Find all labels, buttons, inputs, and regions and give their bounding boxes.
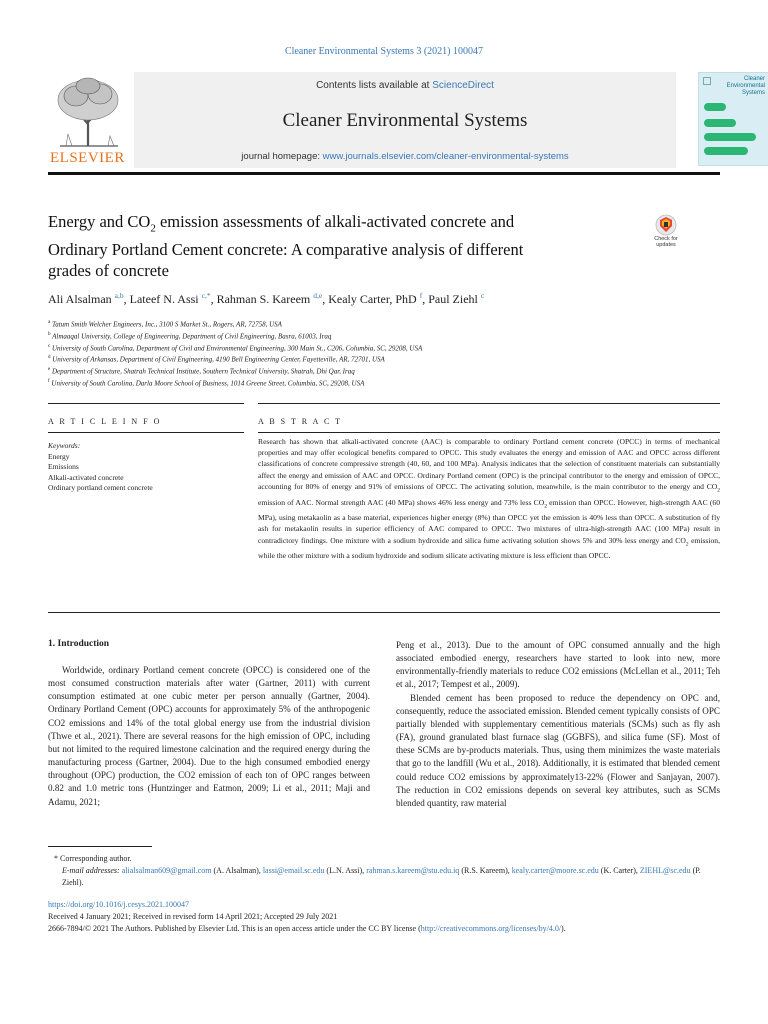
- header-divider: [48, 172, 720, 175]
- cover-bar: [704, 147, 748, 155]
- license-statement: 2666-7894/© 2021 The Authors. Published by Elsevier Ltd. This is an open access article under the CC BY license (http://creativecommons.org/licenses/by/4.0/).: [48, 924, 566, 933]
- affiliation: $^e$ Department of Structure, Shatrah Technical Institute, Southern Technical University, Shatrah, Dhi Qar, Iraq: [48, 367, 355, 376]
- doi-link[interactable]: https://doi.org/10.1016/j.cesys.2021.100047: [48, 900, 189, 909]
- cover-logo-icon: [703, 77, 711, 85]
- corresponding-author: * Corresponding author.: [54, 854, 132, 863]
- email-link[interactable]: lassi@email.sc.edu: [262, 866, 325, 875]
- author[interactable]: Rahman S. Kareem $^{d,e}$: [216, 291, 323, 306]
- keywords-label: Keywords:: [48, 441, 81, 450]
- intro-paragraph: Peng et al., 2013). Due to the amount of OPC consumed annually and the high associated embodied energy, researchers have started to look into new, more environmentally-friendly materials to reduce CO2 emissions (McLellan et al., 2011; Teh et al., 2017; Tempest et al., 2009).: [396, 640, 720, 690]
- intro-right-column: [396, 639, 720, 810]
- journal-title: Cleaner Environmental Systems: [282, 110, 528, 131]
- article-info-rule-2: [48, 432, 244, 433]
- author[interactable]: Paul Ziehl $^c$: [428, 291, 485, 306]
- journal-cover-thumbnail[interactable]: [698, 72, 768, 166]
- journal-header: [48, 72, 765, 172]
- abstract-rule: [258, 403, 720, 404]
- article-footer: [48, 899, 720, 935]
- check-for-updates-button[interactable]: [646, 214, 686, 258]
- keywords-block: [48, 441, 248, 494]
- email-link[interactable]: alialsalman609@gmail.com: [121, 866, 212, 875]
- sciencedirect-link[interactable]: ScienceDirect: [432, 80, 494, 91]
- keyword: Ordinary portland cement concrete: [48, 483, 153, 493]
- abstract-heading: A B S T R A C T: [258, 417, 343, 426]
- journal-banner: [134, 72, 676, 168]
- footnotes: [48, 853, 720, 889]
- keyword: Alkali-activated concrete: [48, 472, 124, 482]
- section-heading-introduction: 1. Introduction: [48, 639, 110, 649]
- cover-bar: [704, 119, 736, 127]
- article-title: Energy and $CO_2$ emission assessments of alkali-activated concrete and Ordinary Portland Cement concrete: A comparative analysis of different grades of concrete: [48, 212, 524, 281]
- affiliation: $^c$ University of South Carolina, Department of Civil and Environmental Engineering, 300 Main St., C206, Columbia, SC, 29208, USA: [48, 343, 423, 352]
- received-dates: Received 4 January 2021; Received in revised form 14 April 2021; Accepted 29 July 2021: [48, 912, 338, 921]
- elsevier-tree-icon: [48, 72, 132, 148]
- journal-reference-link[interactable]: Cleaner Environmental Systems 3 (2021) 100047: [284, 46, 484, 57]
- elsevier-wordmark: ELSEVIER: [50, 150, 125, 166]
- email-link[interactable]: kealy.carter@moore.sc.edu: [511, 866, 599, 875]
- check-updates-label: Check for updates: [654, 236, 678, 248]
- affiliation: $^a$ Tatum Smith Welcher Engineers, Inc., 3100 S Market St., Rogers, AR, 72758, USA: [48, 320, 282, 329]
- email-link[interactable]: rahman.s.kareem@stu.edu.iq: [366, 866, 460, 875]
- journal-homepage: journal homepage: www.journals.elsevier.com/cleaner-environmental-systems: [241, 151, 569, 162]
- affiliation: $^f$ University of South Carolina, Darla Moore School of Business, 1014 Greene Street, Columbia, SC, 29208, USA: [48, 379, 365, 388]
- cover-title: Cleaner Environmental Systems: [726, 76, 765, 96]
- footnote-rule: [48, 846, 152, 847]
- article-info-heading: A R T I C L E I N F O: [48, 417, 162, 426]
- intro-left-column: Worldwide, ordinary Portland cement concrete (OPCC) is considered one of the most consumed construction materials after water (Gartner, 2011) with current consumption estimated at one cubic meter per person annually (Gartner, 2004). Ordinary Portland Cement (OPC) accounts for approximately 5% of the anthropogenic CO2 emissions and 14% of the total global energy use from the industrial division (Thwe et al., 2021). There are several reasons for the high emission of OPC, including but not limited to the required limestone calcination and the required energy during the manufacturing process (Gartner, 2004). Due to the high consumed embodied energy throughout (OPC) production, the CO2 emission of each ton of OPC ranges between 0.82 and 1.0 metric tons (Huntzinger and Eatmon, 2009; Li et al., 2011; Maji and Adamu, 2021;: [48, 665, 370, 807]
- abstract-rule-2: [258, 432, 720, 433]
- keyword: Emissions: [48, 462, 79, 472]
- contents-available: Contents lists available at ScienceDirect: [316, 80, 494, 91]
- keyword: Energy: [48, 451, 70, 461]
- elsevier-logo[interactable]: [48, 72, 132, 168]
- abstract-end-rule: [48, 612, 720, 613]
- email-addresses: E-mail addresses: alialsalman609@gmail.com (A. Alsalman), lassi@email.sc.edu (L.N. Assi), rahman.s.kareem@stu.edu.iq (R.S. Kareem), kealy.carter@moore.sc.edu (K. Carter), ZIEHL@sc.edu (P. Ziehl).: [62, 866, 701, 887]
- author[interactable]: Ali Alsalman $^{a,b}$: [48, 291, 124, 306]
- author[interactable]: Kealy Carter, PhD $^f$: [328, 291, 423, 306]
- affiliation: $^d$ University of Arkansas, Department of Civil Engineering, 4190 Bell Engineering Center, Fayetteville, AR, 72701, USA: [48, 355, 385, 364]
- intro-paragraph: Blended cement has been proposed to reduce the dependency on OPC and, consequently, reduce the associated emission. Blended cement typically consists of OPC partially blended with supplementary cementitious materials (SCMs) such as fly ash (FA), ground granulated blast furnace slag (GGBFS), and silica fume (SF). Most of these SCMs are by-products materials. Thus, using them minimizes the waste materials that go to the landfill (Wu et al., 2018). Additionally, it is estimated that blended cement could reduce CO2 emissions by approximately13-22% (Flower and Sanjayan, 2007). The reduction in CO2 emissions depends on several key attributes, such as SCMs blended quantity, raw material: [396, 692, 720, 808]
- affiliations: [48, 318, 720, 389]
- email-link[interactable]: ZIEHL@sc.edu: [639, 866, 691, 875]
- cover-bar: [704, 103, 726, 111]
- affiliation: $^b$ Almaaqal University, College of Engineering, Department of Civil Engineering, Basra, 61003, Iraq: [48, 331, 332, 341]
- abstract-text: Research has shown that alkali-activated concrete (AAC) is comparable to ordinary Portland cement concrete (OPCC) in terms of mechanical properties and may offer ecological benefits compared to OPCC. This study evaluates the energy and emission of AAC and OPCC across different classifications of concrete compressive strength (40, 60, and 100 MPa). Analysis indicates that the selection of constituent materials can substantially affect the energy and emission of AAC and OPCC. Ordinary Portland cement (OPC) is the principal contributor to the energy and emission of OPCC, accounting for 80% of energy and 91% of emissions of OPCC. The activating solution, meanwhile, is the main contributor to the energy and $CO_2$ emission of AAC. Normal strength AAC (40 MPa) shows 46% less energy and 73% less $CO_2$ emission than OPCC. However, high-strength AAC (60 MPa), using metakaolin as a base material, experiences higher energy (8%) than OPCC yet the emission is 40% less than OPCC. A substitution of fly ash for metakaolin results in superior efficiency of AAC compared to OPCC. Two mixtures of ultra-high-strength AAC (100 MPa) result in contradictory findings. One mixture with a sodium hydroxide and silica fume activating solution shows 5% and 30% less energy and $CO_2$ emission, while the other mixture with a sodium hydroxide and sodium silicate activating mixture is less efficient than OPCC.: [258, 437, 720, 561]
- cover-bar: [704, 133, 756, 141]
- article-info-rule: [48, 403, 244, 404]
- homepage-link[interactable]: www.journals.elsevier.com/cleaner-environmental-systems: [322, 151, 569, 162]
- license-link[interactable]: http://creativecommons.org/licenses/by/4.0/: [420, 924, 562, 933]
- author-list: Ali Alsalman $^{a,b}$, Lateef N. Assi $^{c,*}$, Rahman S. Kareem $^{d,e}$, Kealy Carter, PhD $^f$, Paul Ziehl $^c$: [48, 291, 485, 306]
- author[interactable]: Lateef N. Assi $^{c,*}$: [129, 291, 211, 306]
- check-updates-icon: [646, 214, 686, 236]
